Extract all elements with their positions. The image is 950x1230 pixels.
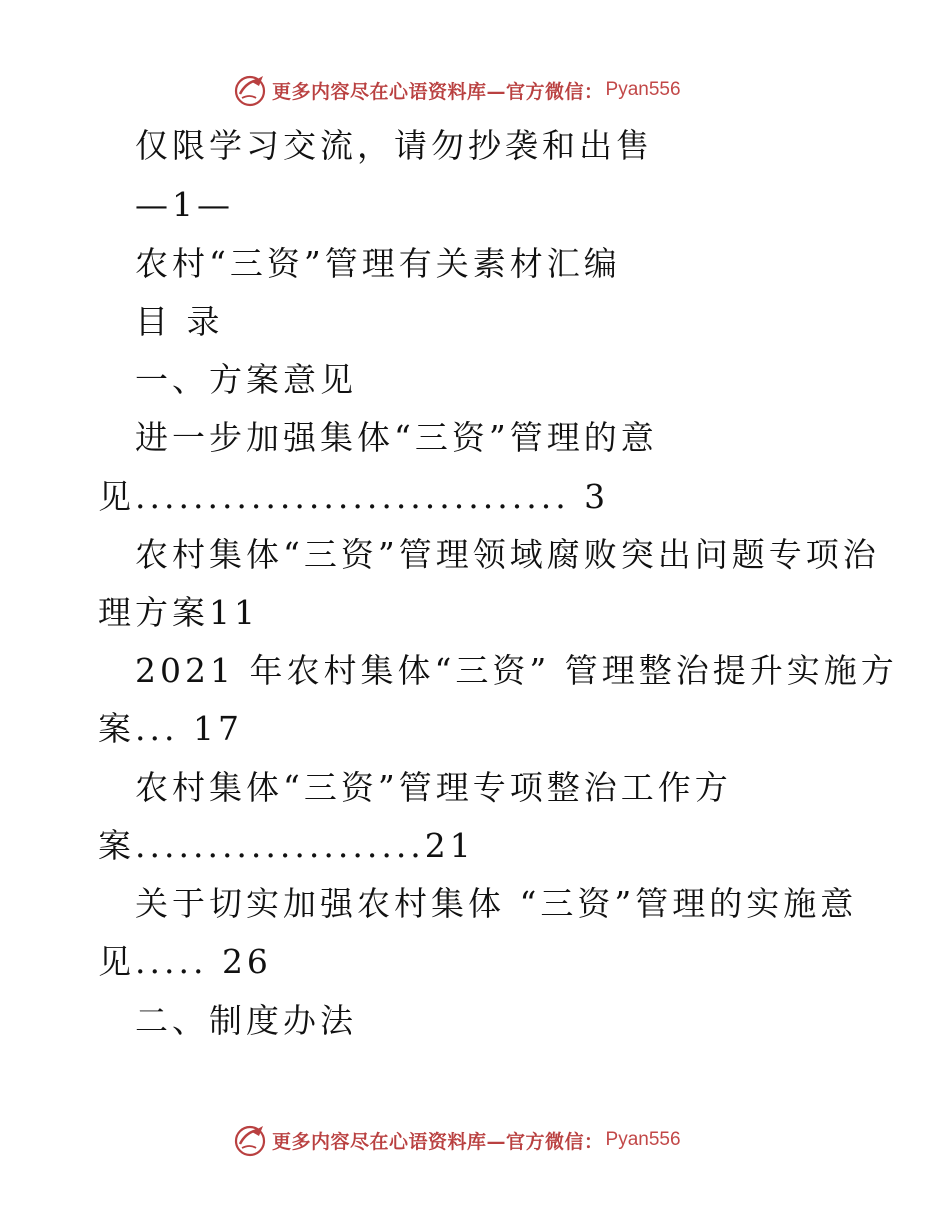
banner-text: 更多内容尽在心语资料库—官方微信： (272, 1130, 604, 1153)
toc-entry-line1: 农村集体“三资”管理领域腐败突出问题专项治 (135, 535, 880, 574)
toc-heading: 目 录 (135, 302, 224, 341)
toc-entry-line1: 农村集体“三资”管理专项整治工作方 (135, 768, 732, 807)
section-heading: 一、方案意见 (135, 360, 357, 399)
toc-entry-line2: 理方案11 (98, 593, 259, 632)
toc-entry-line2: 案....................21 (98, 826, 475, 865)
wechat-id: Pyan556 (605, 1129, 681, 1150)
pen-logo-icon (232, 1122, 268, 1158)
toc-entry-line2: 见..... 26 (98, 942, 272, 981)
notice-line: 仅限学习交流，请勿抄袭和出售 (135, 126, 653, 165)
document-title: 农村“三资”管理有关素材汇编 (135, 244, 621, 283)
toc-entry-line1: 2021 年农村集体“三资” 管理整治提升实施方 (135, 651, 898, 690)
wechat-id: Pyan556 (605, 79, 681, 100)
header-banner (232, 70, 681, 110)
footer-banner (232, 1120, 681, 1160)
toc-entry-line1: 关于切实加强农村集体 “三资”管理的实施意 (135, 884, 858, 923)
toc-entry-line1: 进一步加强集体“三资”管理的意 (135, 418, 658, 457)
pen-logo-icon (232, 72, 268, 108)
page-marker: —1— (135, 185, 234, 224)
toc-entry-line2: 案... 17 (98, 709, 243, 748)
toc-entry-line2: 见.............................. 3 (98, 477, 610, 516)
section-heading: 二、制度办法 (135, 1001, 357, 1040)
banner-text: 更多内容尽在心语资料库—官方微信： (272, 80, 604, 103)
